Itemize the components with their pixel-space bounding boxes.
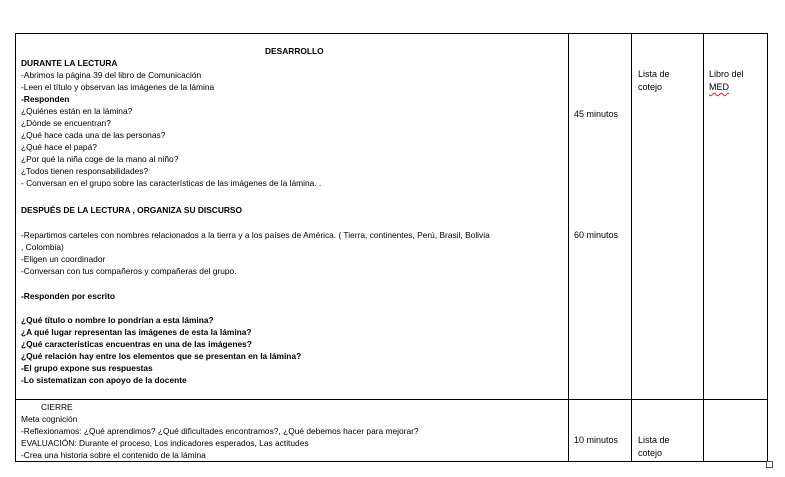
cierre-instrument-line-2: cotejo	[638, 448, 663, 458]
lesson-table	[15, 33, 768, 462]
table-border-right	[767, 33, 768, 462]
row-divider-cierre	[15, 399, 768, 400]
text-line: -Crea una historia sobre el contenido de la lámina	[21, 450, 206, 460]
text-line: ¿A qué lugar representan las imágenes de esta la lámina?	[21, 327, 252, 337]
text-line: -Abrimos la página 39 del libro de Comunicación	[21, 70, 202, 80]
text-line: , Colombia)	[21, 242, 64, 252]
resource-line-1: Libro del	[709, 69, 744, 79]
time-45: 45 minutos	[574, 109, 619, 119]
column-divider-resource	[703, 33, 704, 462]
text-line: ¿Qué relación hay entre los elementos que se presentan en la lámina?	[21, 351, 302, 361]
text-line: EVALUACIÓN: Durante el proceso, Los indicadores esperados, Las actitudes	[21, 438, 309, 448]
text-line: - Conversan en el grupo sobre las características de las imágenes de la lámina. .	[21, 178, 322, 188]
cierre-time: 10 minutos	[574, 435, 619, 445]
resource-med: MED	[709, 82, 729, 92]
text-line: ¿Dónde se encuentran?	[21, 118, 111, 128]
cierre-title: CIERRE	[41, 402, 73, 412]
column-divider-time	[568, 33, 569, 462]
column-divider-instrument	[631, 33, 632, 462]
table-border-bottom	[15, 461, 768, 462]
text-line: ¿Quiénes están en la lámina?	[21, 106, 133, 116]
text-line: ¿Todos tienen responsabilidades?	[21, 166, 149, 176]
text-line: ¿Qué hace cada una de las personas?	[21, 130, 166, 140]
text-line: -Conversan con tus compañeros y compañeras del grupo.	[21, 266, 237, 276]
desarrollo-title: DESARROLLO	[265, 46, 324, 56]
despues-heading-text: DESPUÉS DE LA LECTURA , ORGANIZA SU DISCURSO	[21, 205, 243, 215]
text-line: -El grupo expone sus respuestas	[21, 363, 153, 373]
instrument-line-1: Lista de	[638, 69, 670, 79]
instrument-line-2: cotejo	[638, 82, 663, 92]
table-border-top	[15, 33, 768, 34]
text-line: -Leen el título y observan las imágenes de la lámina	[21, 82, 215, 92]
text-line: -Repartimos carteles con nombres relacionados a la tierra y a los países de América. ( Tierra, continentes, Perú, Brasil, Bolivia	[21, 230, 490, 240]
text-line: -Lo sistematizan con apoyo de la docente	[21, 375, 187, 385]
text-line: ¿Qué características encuentras en una de las imágenes?	[21, 339, 252, 349]
table-resize-handle[interactable]	[766, 461, 773, 468]
cierre-instrument-line-1: Lista de	[638, 435, 670, 445]
text-line: ¿Qué título o nombre lo pondrían a esta lámina?	[21, 315, 214, 325]
escrito-heading: -Responden por escrito	[21, 291, 115, 301]
text-line: -Responden	[21, 94, 70, 104]
text-line: ¿Por qué la niña coge de la mano al niño?	[21, 154, 179, 164]
text-line: -Eligen un coordinador	[21, 254, 106, 264]
text-line: ¿Qué hace el papá?	[21, 142, 97, 152]
table-border-left	[15, 33, 16, 462]
despues-heading	[21, 204, 242, 216]
time-60: 60 minutos	[574, 230, 619, 240]
text-line: DURANTE LA LECTURA	[21, 58, 118, 68]
text-line: -Reflexionamos: ¿Qué aprendimos? ¿Qué dificultades encontramos?, ¿Qué debemos hacer para mejorar?	[21, 426, 419, 436]
text-line: Meta cognición	[21, 414, 78, 424]
resource-line-2	[709, 81, 729, 94]
